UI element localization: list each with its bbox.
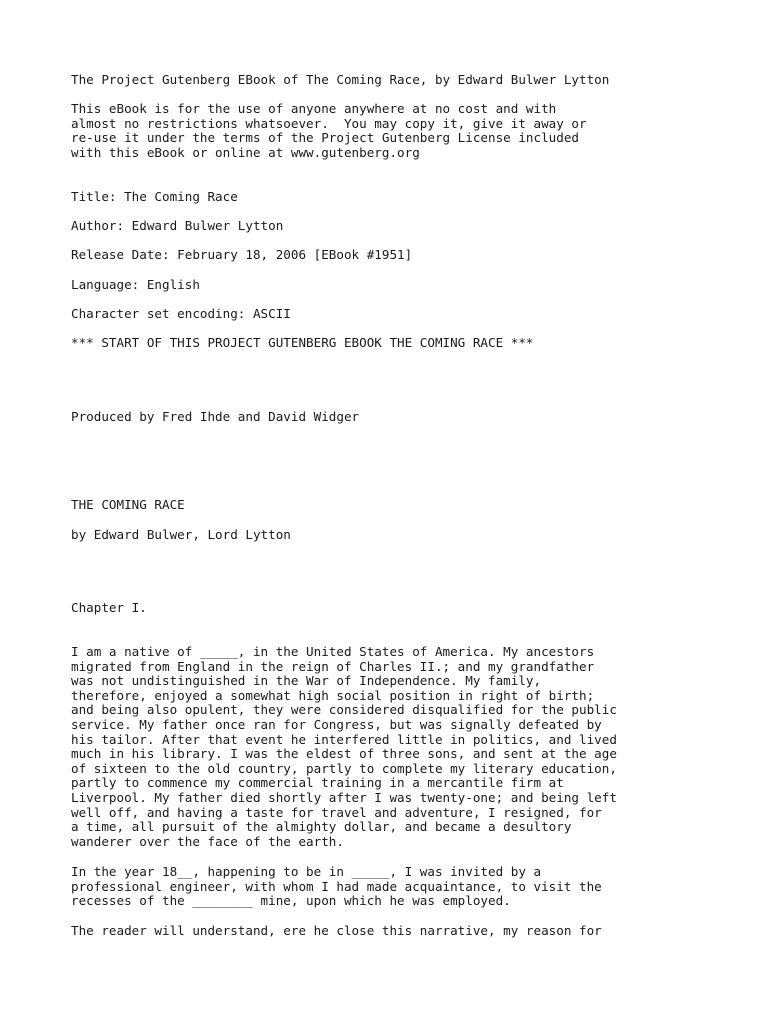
meta-encoding bbox=[71, 307, 751, 322]
paragraph-line: Liverpool. My father died shortly after I was twenty-one; and being left bbox=[71, 789, 617, 805]
chapter-heading bbox=[71, 601, 751, 616]
paragraph-line: I am a native of _____, in the United States of America. My ancestors bbox=[71, 644, 595, 659]
paragraph-1 bbox=[71, 645, 751, 849]
paragraph-line: service. My father once ran for Congress, but was signally defeated by bbox=[71, 716, 602, 732]
paragraph-line: The reader will understand, ere he close this narrative, my reason for bbox=[71, 923, 602, 938]
license-line: This eBook is for the use of anyone anywhere at no cost and with bbox=[71, 101, 557, 116]
paragraph-line: his tailor. After that event he interfered little in politics, and lived bbox=[71, 731, 617, 747]
paragraph-line: was not undistinguished in the War of Independence. My family, bbox=[71, 673, 542, 689]
meta-release bbox=[71, 248, 751, 263]
license-paragraph bbox=[71, 102, 751, 160]
license-line: with this eBook or online at www.gutenberg.org bbox=[71, 144, 420, 160]
chapter-heading-line: Chapter I. bbox=[71, 600, 147, 615]
start-marker bbox=[71, 336, 751, 351]
meta-author bbox=[71, 219, 751, 234]
meta-encoding-line: Character set encoding: ASCII bbox=[71, 306, 291, 321]
meta-title bbox=[71, 190, 751, 205]
paragraph-line: therefore, enjoyed a somewhat high social position in right of birth; bbox=[71, 687, 595, 703]
start-marker-line: *** START OF THIS PROJECT GUTENBERG EBOOK THE COMING RACE *** bbox=[71, 335, 534, 350]
book-title bbox=[71, 498, 751, 513]
paragraph-line: migrated from England in the reign of Charles II.; and my grandfather bbox=[71, 658, 595, 674]
credits bbox=[71, 410, 751, 425]
produced-by-line: Produced by Fred Ihde and David Widger bbox=[71, 409, 360, 424]
meta-author-line: Author: Edward Bulwer Lytton bbox=[71, 218, 284, 233]
paragraph-line: much in his library. I was the eldest of three sons, and sent at the age bbox=[71, 746, 617, 762]
ebook-title-line: The Project Gutenberg EBook of The Coming Race, by Edward Bulwer Lytton bbox=[71, 72, 610, 87]
license-line: re-use it under the terms of the Project Gutenberg License included bbox=[71, 130, 579, 146]
meta-release-line: Release Date: February 18, 2006 [EBook #1951] bbox=[71, 247, 413, 262]
paragraph-line: of sixteen to the old country, partly to complete my literary education, bbox=[71, 760, 617, 776]
paragraph-3 bbox=[71, 924, 751, 939]
book-title-line: THE COMING RACE bbox=[71, 497, 185, 512]
paragraph-line: In the year 18__, happening to be in _____, I was invited by a bbox=[71, 864, 542, 879]
paragraph-line: and being also opulent, they were considered disqualified for the public bbox=[71, 702, 617, 718]
paragraph-line: professional engineer, with whom I had made acquaintance, to visit the bbox=[71, 878, 602, 894]
byline-line: by Edward Bulwer, Lord Lytton bbox=[71, 527, 291, 542]
meta-title-line: Title: The Coming Race bbox=[71, 189, 238, 204]
header bbox=[71, 73, 751, 88]
paragraph-2 bbox=[71, 865, 751, 909]
meta-language-line: Language: English bbox=[71, 277, 200, 292]
paragraph-line: partly to commence my commercial training in a mercantile firm at bbox=[71, 775, 564, 791]
book-byline bbox=[71, 528, 751, 543]
license-line: almost no restrictions whatsoever. You may copy it, give it away or bbox=[71, 115, 587, 131]
meta-language bbox=[71, 278, 751, 293]
paragraph-line: well off, and having a taste for travel and adventure, I resigned, for bbox=[71, 804, 602, 820]
paragraph-line: recesses of the ________ mine, upon which he was employed. bbox=[71, 893, 511, 909]
paragraph-line: wanderer over the face of the earth. bbox=[71, 833, 344, 849]
paragraph-line: a time, all pursuit of the almighty dollar, and became a desultory bbox=[71, 819, 572, 835]
